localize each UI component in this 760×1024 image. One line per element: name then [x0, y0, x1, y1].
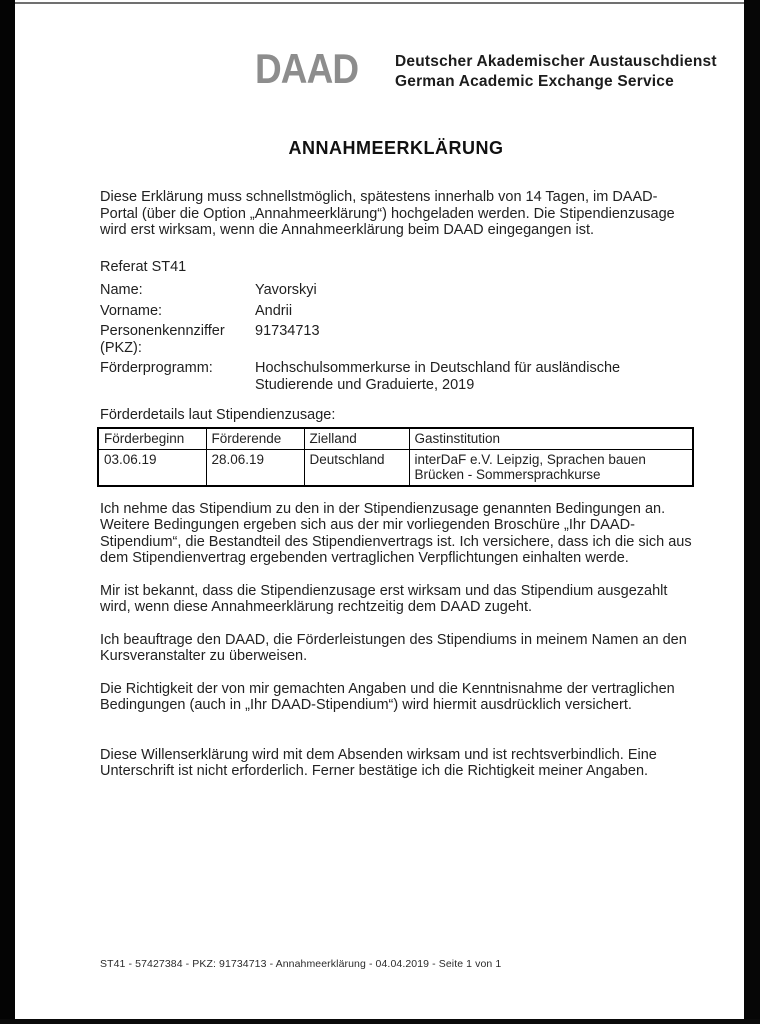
field-value-foerderprogramm: Hochschulsommerkurse in Deutschland für ausländische Studierende und Graduierte, 2019 [255, 360, 621, 393]
col-header-foerderbeginn: Förderbeginn [98, 428, 206, 450]
cell-foerderende: 28.06.19 [206, 449, 304, 486]
daad-logo: DAAD [255, 45, 359, 92]
cell-foerderbeginn: 03.06.19 [98, 449, 206, 486]
col-header-foerderende: Förderende [206, 428, 304, 450]
field-label-name: Name: [100, 282, 143, 298]
cell-zielland: Deutschland [304, 449, 409, 486]
field-value-vorname: Andrii [255, 302, 293, 319]
funding-table-header-row [98, 428, 693, 450]
paragraph-acceptance: Ich nehme das Stipendium zu den in der Stipendienzusage genannten Bedingungen an. Weitere Bedingungen ergeben sich aus der mir vorliegenden Broschüre „Ihr DAAD-Stipendium“, die Bestandteil des Stipendienvertrags ist. Ich versichere, dass ich die sich aus dem Stipendienvertrag ergebenden vertraglichen Verpflichtungen einhalten werde. [100, 500, 692, 566]
field-row-foerderprogramm [100, 360, 692, 393]
page-footer: ST41 - 57427384 - PKZ: 91734713 - Annahmeerklärung - 04.04.2019 - Seite 1 von 1 [100, 958, 502, 970]
field-row-pkz [100, 323, 692, 356]
document-title: ANNAHMEERKLÄRUNG [288, 138, 504, 158]
referat-line: Referat ST41 [100, 258, 187, 275]
funding-table-row [98, 449, 693, 486]
field-value-name: Yavorskyi [255, 282, 317, 298]
cell-gastinstitution: interDaF e.V. Leipzig, Sprachen bauen Brücken - Sommersprachkurse [409, 449, 693, 486]
funding-table [97, 427, 694, 487]
col-header-gastinstitution: Gastinstitution [409, 428, 693, 450]
scan-edge-right [744, 0, 760, 1024]
org-names [395, 52, 717, 92]
funding-table-caption: Förderdetails laut Stipendienzusage: [100, 407, 336, 423]
field-label-foerderprogramm: Förderprogramm: [100, 360, 213, 376]
org-name-de: Deutscher Akademischer Austauschdienst [395, 53, 717, 70]
paragraph-declaration: Diese Willenserklärung wird mit dem Absenden wirksam und ist rechtsverbindlich. Eine Unterschrift ist nicht erforderlich. Ferner bestätige ich die Richtigkeit meiner Angaben. [100, 746, 657, 779]
field-value-pkz: 91734713 [255, 323, 320, 339]
paragraph-validity: Mir ist bekannt, dass die Stipendienzusage erst wirksam und das Stipendium ausgezahlt wird, wenn diese Annahmeerklärung rechtzeitig dem DAAD zugeht. [100, 582, 668, 615]
field-label-pkz: Personenkennziffer (PKZ): [100, 323, 225, 356]
paragraph-transfer: Ich beauftrage den DAAD, die Förderleistungen des Stipendiums in meinem Namen an den Kursveranstalter zu überweisen. [100, 631, 687, 664]
paragraph-correctness: Die Richtigkeit der von mir gemachten Angaben und die Kenntnisnahme der vertraglichen Bedingungen (auch in „Ihr DAAD-Stipendium“) wird hiermit ausdrücklich versichert. [100, 680, 675, 713]
field-label-vorname: Vorname: [100, 302, 163, 319]
scan-edge-bottom [0, 1019, 760, 1024]
field-row-name [100, 282, 692, 299]
scan-edge-left [0, 0, 15, 1024]
applicant-fields [100, 282, 692, 393]
org-name-en: German Academic Exchange Service [395, 73, 674, 90]
daad-header [100, 45, 717, 92]
field-row-vorname [100, 303, 692, 320]
intro-paragraph: Diese Erklärung muss schnellstmöglich, spätestens innerhalb von 14 Tagen, im DAAD-Portal (über die Option „Annahmeerklärung“) hochgeladen werden. Die Stipendienzusage wird erst wirksam, wenn die Annahmeerklärung beim DAAD eingegangen ist. [100, 189, 675, 238]
col-header-zielland: Zielland [304, 428, 409, 450]
document-content [100, 0, 717, 780]
